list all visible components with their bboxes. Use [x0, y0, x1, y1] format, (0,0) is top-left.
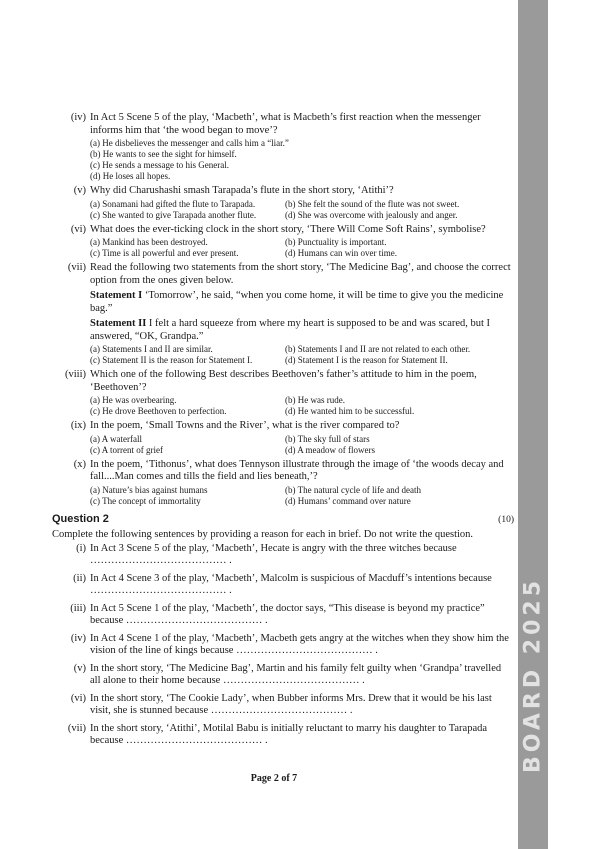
option: (a) Statements I and II are similar. — [90, 344, 213, 354]
question-body — [90, 262, 514, 366]
option: (c) He drove Beethoven to perfection. — [90, 406, 227, 416]
sentence-text: In Act 5 Scene 1 of the play, ‘Macbeth’, the doctor says, “This disease is beyond my practice” because ………………………………… . — [90, 602, 485, 626]
options-group — [90, 395, 514, 417]
option: (b) He was rude. — [285, 395, 345, 405]
question-number: (vii) — [67, 262, 86, 273]
option: (d) Humans’ command over nature — [285, 495, 411, 506]
option: (d) Humans can win over time. — [285, 248, 397, 258]
option: (b) Statements I and II are not related to each other. — [285, 344, 471, 354]
question-body — [90, 185, 514, 221]
options-group — [90, 138, 514, 182]
question-item — [52, 459, 514, 507]
option: (b) Punctuality is important. — [285, 237, 387, 247]
options-group — [90, 344, 514, 366]
question-item — [52, 112, 514, 182]
option: (a) Mankind has been destroyed. — [90, 237, 208, 247]
sentence-text: In the short story, ‘The Medicine Bag’, Martin and his family felt guilty when ‘Grandpa’ travelled all alone to their home because ………………………………… . — [90, 662, 502, 686]
sentence-number: (iii) — [70, 602, 86, 614]
option: (d) Statement I is the reason for Statement II. — [285, 355, 448, 365]
option: (b) The sky full of stars — [285, 433, 370, 444]
question-number: (vi) — [70, 223, 86, 235]
question-text: In Act 5 Scene 5 of the play, ‘Macbeth’, what is Macbeth’s first reaction when the messenger informs him that ‘the wood began to move’? — [90, 112, 481, 136]
options-group — [90, 485, 514, 507]
statement — [90, 318, 514, 343]
sentence-text: In Act 4 Scene 3 of the play, ‘Macbeth’, Malcolm is suspicious of Macduff’s intentions because ………………………………… . — [90, 572, 492, 596]
option: (b) The natural cycle of life and death — [285, 484, 422, 495]
question-body — [90, 224, 514, 260]
question-text: What does the ever-ticking clock in the short story, ‘There Will Come Soft Rains’, symbolise? — [90, 223, 486, 235]
sentence-text: In the short story, ‘Atithi’, Motilal Babu is initially reluctant to marry his daughter to Tarapada because ………………………………… . — [90, 722, 488, 746]
options-group — [90, 237, 514, 259]
question-number: (ix) — [70, 420, 86, 431]
question-2-instruction: Complete the following sentences by providing a reason for each in brief. Do not write the question. — [52, 528, 474, 540]
sentence-text: In Act 4 Scene 1 of the play, ‘Macbeth’, Macbeth gets angry at the witches when they show him the vision of the line of kings because ………………………………… . — [90, 632, 509, 656]
question-text: Why did Charushashi smash Tarapada’s flute in the short story, ‘Atithi’? — [90, 185, 394, 196]
sentence-number: (i) — [76, 542, 86, 554]
sentence-number: (iv) — [70, 632, 86, 644]
option: (d) She was overcome with jealously and anger. — [285, 209, 458, 220]
option: (d) He wanted him to be successful. — [285, 406, 415, 416]
statement-label: Statement II — [90, 318, 147, 329]
page-footer: Page 2 of 7 — [250, 773, 298, 784]
watermark-text: BOARD 2025 — [520, 577, 546, 773]
option: (a) A waterfall — [90, 433, 142, 444]
option: (a) He disbelieves the messenger and calls him a “liar.” — [90, 138, 289, 148]
question-number: (x) — [73, 458, 86, 470]
sentence-item — [52, 603, 514, 628]
question-text: Read the following two statements from the short story, ‘The Medicine Bag’, and choose the correct option from the ones given below. — [90, 262, 511, 286]
sentence-number: (vii) — [67, 722, 86, 734]
question-number: (v) — [73, 185, 86, 196]
sentence-number: (v) — [73, 662, 86, 674]
option: (b) He wants to see the sight for himself. — [90, 149, 237, 159]
question-2-header — [52, 513, 514, 525]
question-number: (viii) — [65, 369, 86, 380]
question-2-title: Question 2 — [52, 512, 109, 525]
option: (a) He was overbearing. — [90, 395, 177, 405]
sentence-text: In Act 3 Scene 5 of the play, ‘Macbeth’, Hecate is angry with the three witches because ………………………………… . — [90, 542, 457, 566]
option: (c) Statement II is the reason for Statement I. — [90, 355, 253, 365]
sentence-item — [52, 663, 514, 688]
sentence-number: (vi) — [70, 692, 86, 704]
sentence-item — [52, 543, 514, 568]
sentence-number: (ii) — [73, 572, 86, 584]
statement-text: I felt a hard squeeze from where my heart is supposed to be and was scared, but I answered, “OK, Grandpa.” — [90, 318, 491, 342]
sentence-item — [52, 723, 514, 748]
sentence-item — [52, 633, 514, 658]
options-group — [90, 199, 514, 221]
option: (a) Sonamani had gifted the flute to Tarapada. — [90, 198, 256, 209]
question-text: Which one of the following Best describes Beethoven’s father’s attitude to him in the poem, ‘Beethoven’? — [90, 369, 477, 393]
question-item — [52, 224, 514, 260]
question-2-marks: (10) — [498, 514, 514, 525]
question-item — [52, 369, 514, 417]
sentence-item — [52, 573, 514, 598]
question-body — [90, 112, 514, 182]
option: (c) Time is all powerful and ever present. — [90, 248, 239, 258]
question-text: In the poem, ‘Tithonus’, what does Tennyson illustrate through the image of ‘the woods decay and fall....Man comes and tills the field and lies beneath,’? — [90, 458, 504, 482]
option: (a) Nature’s bias against humans — [90, 484, 208, 495]
question-item — [52, 185, 514, 221]
option: (d) He loses all hopes. — [90, 171, 171, 181]
statement-text: ‘Tomorrow’, he said, “when you come home, it will be time to give you the medicine bag.” — [90, 290, 504, 314]
page-content — [52, 112, 514, 753]
statement-label: Statement I — [90, 290, 143, 301]
option: (c) The concept of immortality — [90, 495, 201, 506]
option: (c) He sends a message to his General. — [90, 160, 229, 170]
option: (d) A meadow of flowers — [285, 444, 375, 455]
question-item — [52, 262, 514, 366]
question-number: (iv) — [70, 112, 86, 123]
question-body — [90, 420, 514, 456]
question-item — [52, 420, 514, 456]
option: (c) She wanted to give Tarapada another flute. — [90, 209, 257, 220]
options-group — [90, 434, 514, 456]
question-text: In the poem, ‘Small Towns and the River’, what is the river compared to? — [90, 420, 400, 431]
sentence-item — [52, 693, 514, 718]
question-body — [90, 459, 514, 507]
sentence-text: In the short story, ‘The Cookie Lady’, when Bubber informs Mrs. Drew that it would be his last visit, she is stunned because ………………………………… . — [90, 692, 492, 716]
question-body — [90, 369, 514, 417]
option: (b) She felt the sound of the flute was not sweet. — [285, 198, 460, 209]
option: (c) A torrent of grief — [90, 444, 163, 455]
statement — [90, 290, 514, 315]
